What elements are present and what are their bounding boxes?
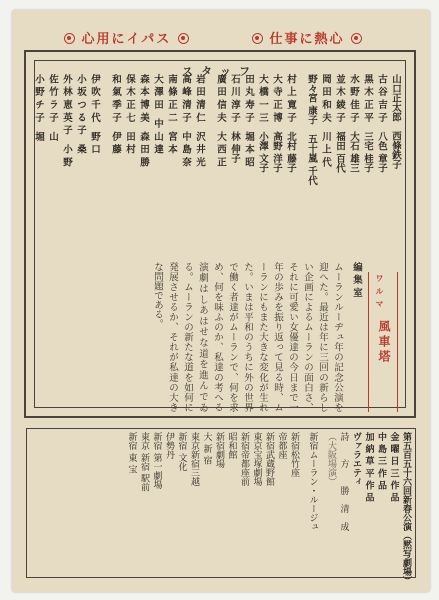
column-ruby: ワ ル マ bbox=[375, 274, 385, 309]
staff-line: 並 木 綾 子 福田 百代 bbox=[334, 74, 345, 173]
staff-line: 村 上 寛 子 北村 藤子 bbox=[285, 74, 296, 173]
circle-mark-icon bbox=[252, 33, 263, 44]
notice-line: 昭和館 bbox=[226, 432, 237, 459]
staff-line: 伊 吹 千 代 野 口 bbox=[89, 74, 100, 154]
notice-line: 東京新宿三越 bbox=[189, 432, 199, 486]
notice-line: 新宿武蔵野館 bbox=[264, 432, 274, 486]
staff-line: 大 寺 正 博 高野 洋子 bbox=[271, 74, 282, 173]
notice-line: 新宿 第一劇場 bbox=[151, 432, 162, 489]
column-title bbox=[368, 272, 398, 412]
staff-line: 岩 田 清 仁 沢 井 光 bbox=[194, 74, 205, 167]
staff-line: 小 坂 つ る 子 桑 bbox=[75, 74, 86, 154]
slogan-left-text: 心用にイパス bbox=[81, 32, 172, 47]
staff-line: 山口正太郎 西條鉄子 bbox=[390, 74, 401, 169]
circle-mark-icon bbox=[351, 33, 362, 44]
notice-line: 詩 方 勝 清 成 bbox=[338, 432, 349, 531]
staff-line: 黒 木 正 平 三宅 桂子 bbox=[362, 74, 373, 173]
circle-mark-icon bbox=[178, 33, 189, 44]
slogan-right-text: 仕事に熱心 bbox=[269, 32, 345, 47]
notice-line: 新宿ムーラン・ルージュ bbox=[307, 432, 318, 531]
notice-line: 新宿松竹座 bbox=[289, 432, 299, 477]
staff-line: 水 野 佳 子 大石 雄三 bbox=[348, 74, 359, 173]
column-essay bbox=[44, 262, 364, 412]
notice-line: 新宿 文化 bbox=[176, 432, 187, 471]
notice-line: 加 納 草 平 作 品 bbox=[363, 432, 374, 502]
notice-line: 新宿劇場 bbox=[214, 432, 224, 468]
notice-line: 東京 新宿 駅前 bbox=[139, 432, 149, 492]
column-byline: 編 集 室 bbox=[351, 262, 362, 298]
notice-line: 金 曜 日 三 作 品 bbox=[388, 432, 399, 502]
staff-line: 石 川 淳 子 林 伸子 bbox=[229, 74, 240, 164]
staff-line: 田 丸 寿 子 堀 本 昭 bbox=[243, 74, 254, 167]
notice-line: 帝都座 bbox=[276, 432, 287, 459]
staff-line: 廣 田 信 夫 大 西 正 bbox=[215, 74, 226, 167]
staff-line: 和 氣 季 子 伊 藤 bbox=[110, 74, 121, 154]
notice-line: 新宿帝都座前 bbox=[239, 432, 249, 486]
notice-line: （大阪場演） bbox=[326, 432, 336, 486]
staff-line: 佐 竹 ラ 子 山 bbox=[47, 74, 58, 141]
slogan-left bbox=[64, 28, 189, 47]
slogan-right bbox=[252, 28, 362, 47]
staff-line: 外 林 恵 英 子 小 野 bbox=[61, 74, 72, 167]
staff-line: 古 谷 吉 子 八色 章子 bbox=[376, 74, 387, 173]
staff-line: 小 野 チ 子 堀 bbox=[33, 74, 44, 141]
notice-line: 新宿 東 宝 bbox=[126, 432, 137, 474]
staff-line: 大 澤 田 中 山 達 bbox=[152, 74, 163, 154]
notice-line: 第五百五十六回新春公演（黙写劇場） bbox=[401, 432, 411, 585]
notice-line: 中 島 三 作 品 bbox=[376, 432, 386, 490]
staff-title: スタッフ bbox=[182, 65, 258, 78]
staff-line: 森 本 博 美 森 田 勝 bbox=[138, 74, 149, 167]
staff-roster bbox=[33, 74, 402, 264]
staff-line: 高 峰 清 子 中 島 奈 bbox=[180, 74, 191, 167]
performance-notice bbox=[30, 432, 412, 585]
notice-line: 東京宝塚劇場 bbox=[251, 432, 262, 486]
notice-line: ヴァラエティ bbox=[351, 432, 361, 486]
staff-line: 保 木 正 七 田 村 bbox=[124, 74, 135, 154]
staff-line: 南 條 正 二 宮 本 bbox=[166, 74, 177, 154]
staff-line: 野々宮 康子 五十嵐 千代 bbox=[306, 74, 317, 186]
column-title-text: 風車塔 bbox=[377, 319, 391, 365]
circle-mark-icon bbox=[64, 33, 75, 44]
staff-line: 大 橋 一 三 小澤 文子 bbox=[257, 74, 268, 173]
notice-line: 大 新 宿 bbox=[201, 432, 212, 465]
notice-line: 伊勢丹 bbox=[164, 432, 174, 459]
column-body: ムーランルーヂュ年の記念公演を迎へた。最近は年に三回の新らしい企画によるムーランの面白さ、それに可愛い女優達の今日まで一年の歩みを振り返って見る時、ムーランにもまた大きな変化が生れた。いまは平和のうちに外の世界で働く者達がムーランで、何を求め、何を味ふのか、私達の考へる演劇はしあはせな道を進んでゐる。ムーランの新たな道を如何に発展させるか、それが私達の大きな問題である。 bbox=[152, 262, 343, 412]
staff-line: 岡 田 和 夫 川 上 代 bbox=[320, 74, 331, 167]
